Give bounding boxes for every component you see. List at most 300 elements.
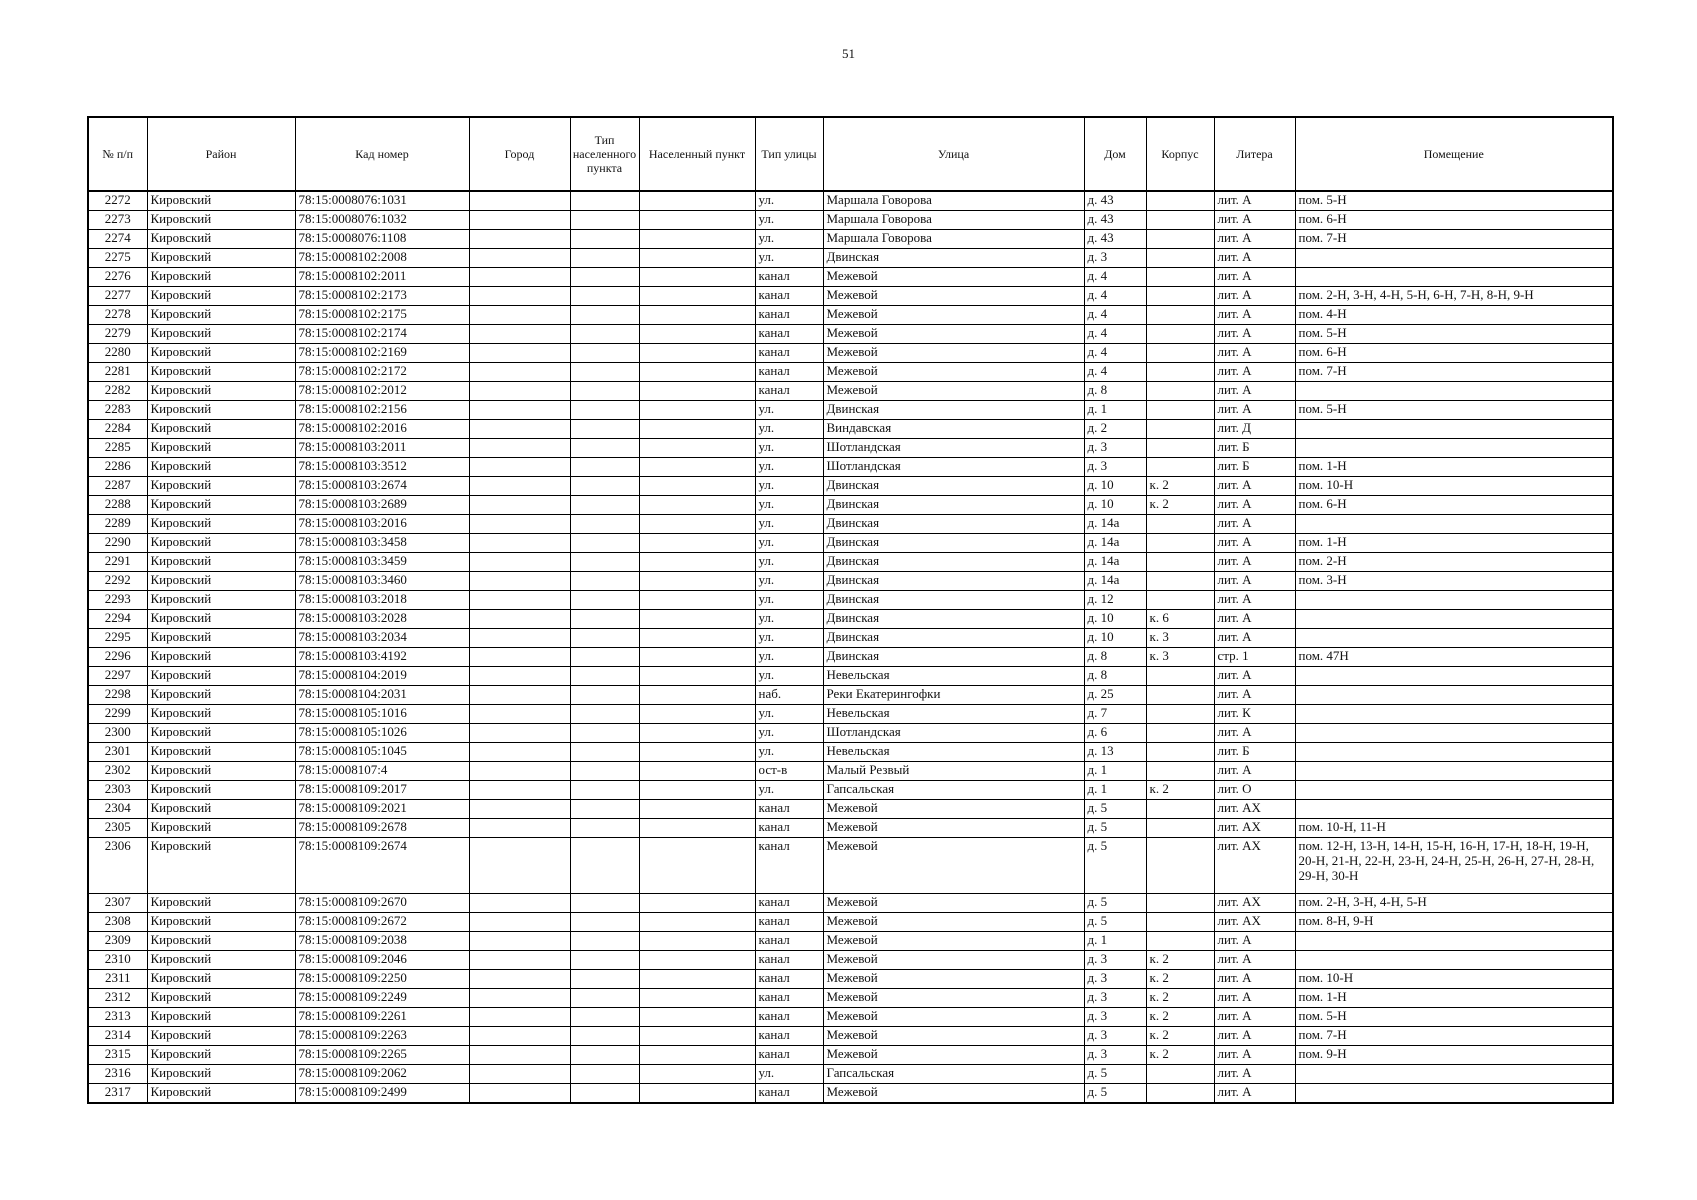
table-row [88,648,1613,667]
cell-letter: лит. А [1214,762,1295,781]
cell-street-type: канал [755,894,823,913]
cell-city [469,230,570,249]
cell-district: Кировский [147,249,295,268]
cell-settlement [639,762,755,781]
cell-settlement [639,191,755,211]
cell-street: Межевой [823,382,1084,401]
cell-settlement [639,951,755,970]
cell-cadastre: 78:15:0008109:2670 [295,894,469,913]
table-row [88,553,1613,572]
table-row [88,781,1613,800]
cell-house: д. 3 [1084,989,1146,1008]
cell-num: 2272 [88,191,147,211]
cell-num: 2284 [88,420,147,439]
cell-district: Кировский [147,1084,295,1104]
cell-settlement-type [570,932,639,951]
cell-house: д. 10 [1084,610,1146,629]
cell-house: д. 8 [1084,648,1146,667]
cell-building: к. 2 [1146,781,1214,800]
cell-house: д. 1 [1084,762,1146,781]
cell-district: Кировский [147,268,295,287]
cell-settlement-type [570,1084,639,1104]
cell-street-type: канал [755,1027,823,1046]
cell-settlement-type [570,989,639,1008]
cell-district: Кировский [147,610,295,629]
cell-settlement-type [570,477,639,496]
cell-settlement [639,211,755,230]
header-district: Район [147,117,295,191]
cell-cadastre: 78:15:0008103:2034 [295,629,469,648]
cell-cadastre: 78:15:0008076:1108 [295,230,469,249]
cell-settlement-type [570,1046,639,1065]
header-settlement-type: Тип населенного пункта [570,117,639,191]
cell-street-type: канал [755,819,823,838]
cell-letter: стр. 1 [1214,648,1295,667]
table-row [88,401,1613,420]
cell-settlement-type [570,743,639,762]
cell-street-type: канал [755,989,823,1008]
cell-cadastre: 78:15:0008103:4192 [295,648,469,667]
cell-city [469,458,570,477]
cell-building [1146,838,1214,894]
cell-street: Межевой [823,932,1084,951]
cell-city [469,363,570,382]
cell-street: Межевой [823,325,1084,344]
cell-city [469,724,570,743]
table-row [88,629,1613,648]
cell-settlement-type [570,363,639,382]
cell-settlement-type [570,344,639,363]
cell-premises: пом. 3-Н [1295,572,1613,591]
cell-num: 2276 [88,268,147,287]
table-row [88,420,1613,439]
cell-settlement-type [570,667,639,686]
cell-building [1146,401,1214,420]
cell-house: д. 12 [1084,591,1146,610]
cell-house: д. 3 [1084,951,1146,970]
cell-premises [1295,515,1613,534]
cell-street: Межевой [823,1027,1084,1046]
cell-building [1146,458,1214,477]
cell-letter: лит. АХ [1214,894,1295,913]
cell-settlement-type [570,894,639,913]
cell-house: д. 14а [1084,553,1146,572]
cell-house: д. 3 [1084,439,1146,458]
cell-premises: пом. 7-Н [1295,230,1613,249]
cell-settlement [639,325,755,344]
cell-city [469,553,570,572]
cell-street: Межевой [823,838,1084,894]
cell-city [469,496,570,515]
cell-settlement-type [570,762,639,781]
cell-district: Кировский [147,800,295,819]
table-body [88,191,1613,1103]
cell-house: д. 5 [1084,838,1146,894]
cell-settlement [639,477,755,496]
cell-num: 2297 [88,667,147,686]
cell-cadastre: 78:15:0008102:2016 [295,420,469,439]
cell-settlement [639,648,755,667]
cell-street-type: канал [755,344,823,363]
cell-building [1146,572,1214,591]
cell-settlement-type [570,287,639,306]
cell-letter: лит. А [1214,249,1295,268]
cell-street-type: ул. [755,781,823,800]
cell-street-type: ул. [755,648,823,667]
cell-house: д. 4 [1084,287,1146,306]
cell-city [469,287,570,306]
cell-city [469,913,570,932]
cell-street-type: ул. [755,1065,823,1084]
cell-cadastre: 78:15:0008102:2175 [295,306,469,325]
cell-street: Двинская [823,496,1084,515]
cell-building: к. 2 [1146,496,1214,515]
cell-city [469,932,570,951]
cell-settlement-type [570,705,639,724]
cell-settlement-type [570,572,639,591]
table-row [88,306,1613,325]
cell-settlement [639,401,755,420]
cell-street: Межевой [823,894,1084,913]
cell-letter: лит. А [1214,306,1295,325]
cell-house: д. 4 [1084,363,1146,382]
cell-letter: лит. А [1214,932,1295,951]
cell-district: Кировский [147,724,295,743]
cell-house: д. 3 [1084,1008,1146,1027]
cell-letter: лит. А [1214,1084,1295,1104]
table-row [88,515,1613,534]
cell-letter: лит. А [1214,610,1295,629]
cell-building: к. 2 [1146,477,1214,496]
table-row [88,762,1613,781]
cell-settlement [639,970,755,989]
cell-num: 2303 [88,781,147,800]
cell-street-type: ост-в [755,762,823,781]
cell-house: д. 43 [1084,211,1146,230]
header-street-type: Тип улицы [755,117,823,191]
cell-premises: пом. 10-Н [1295,970,1613,989]
cell-street-type: ул. [755,534,823,553]
cell-num: 2283 [88,401,147,420]
cell-premises: пом. 5-Н [1295,325,1613,344]
header-street: Улица [823,117,1084,191]
cell-street: Виндавская [823,420,1084,439]
header-settlement: Населенный пункт [639,117,755,191]
cell-settlement [639,800,755,819]
cell-district: Кировский [147,932,295,951]
cell-district: Кировский [147,913,295,932]
cell-building [1146,1065,1214,1084]
cell-settlement [639,686,755,705]
cell-district: Кировский [147,629,295,648]
cell-city [469,781,570,800]
cell-district: Кировский [147,1027,295,1046]
cell-letter: лит. А [1214,382,1295,401]
cell-letter: лит. А [1214,724,1295,743]
cell-cadastre: 78:15:0008105:1016 [295,705,469,724]
cell-settlement-type [570,553,639,572]
cell-city [469,629,570,648]
cell-building [1146,420,1214,439]
cell-settlement [639,1065,755,1084]
cell-city [469,477,570,496]
cell-num: 2312 [88,989,147,1008]
cell-building [1146,705,1214,724]
cell-street-type: канал [755,913,823,932]
cell-letter: лит. АХ [1214,838,1295,894]
cell-street: Невельская [823,667,1084,686]
cell-letter: лит. А [1214,1065,1295,1084]
table-row [88,1046,1613,1065]
cell-premises: пом. 6-Н [1295,496,1613,515]
cell-num: 2305 [88,819,147,838]
cell-settlement [639,458,755,477]
cell-city [469,894,570,913]
cell-city [469,686,570,705]
cell-letter: лит. А [1214,989,1295,1008]
cell-street-type: ул. [755,629,823,648]
cell-letter: лит. АХ [1214,800,1295,819]
cell-street-type: канал [755,287,823,306]
cell-cadastre: 78:15:0008102:2008 [295,249,469,268]
cell-settlement [639,1008,755,1027]
cell-settlement-type [570,724,639,743]
cell-city [469,1084,570,1104]
cell-street-type: канал [755,1046,823,1065]
cell-letter: лит. Б [1214,743,1295,762]
cell-house: д. 43 [1084,191,1146,211]
cell-house: д. 1 [1084,401,1146,420]
cell-cadastre: 78:15:0008104:2031 [295,686,469,705]
cell-street: Маршала Говорова [823,211,1084,230]
cell-cadastre: 78:15:0008103:3458 [295,534,469,553]
cell-building: к. 3 [1146,629,1214,648]
cell-num: 2301 [88,743,147,762]
cell-premises [1295,591,1613,610]
cell-cadastre: 78:15:0008102:2156 [295,401,469,420]
table-row [88,325,1613,344]
cell-district: Кировский [147,989,295,1008]
table-row [88,970,1613,989]
cell-street: Межевой [823,268,1084,287]
cell-street-type: ул. [755,724,823,743]
cell-street: Реки Екатерингофки [823,686,1084,705]
cell-cadastre: 78:15:0008105:1026 [295,724,469,743]
cell-district: Кировский [147,705,295,724]
cell-letter: лит. А [1214,363,1295,382]
cell-cadastre: 78:15:0008103:2016 [295,515,469,534]
table-row [88,894,1613,913]
cell-street: Гапсальская [823,781,1084,800]
cell-street: Межевой [823,819,1084,838]
cell-num: 2282 [88,382,147,401]
cell-house: д. 3 [1084,458,1146,477]
cell-street-type: канал [755,800,823,819]
cell-num: 2293 [88,591,147,610]
cell-house: д. 5 [1084,1065,1146,1084]
cell-building [1146,686,1214,705]
cell-settlement [639,382,755,401]
cell-cadastre: 78:15:0008109:2038 [295,932,469,951]
cell-street: Маршала Говорова [823,191,1084,211]
cell-street-type: канал [755,382,823,401]
cell-letter: лит. А [1214,534,1295,553]
cell-settlement [639,344,755,363]
cell-district: Кировский [147,401,295,420]
cell-settlement-type [570,306,639,325]
cell-settlement-type [570,230,639,249]
cell-house: д. 6 [1084,724,1146,743]
cell-num: 2275 [88,249,147,268]
cell-city [469,1046,570,1065]
cell-premises: пом. 5-Н [1295,191,1613,211]
cell-street-type: канал [755,838,823,894]
cell-district: Кировский [147,838,295,894]
cell-cadastre: 78:15:0008109:2678 [295,819,469,838]
cell-num: 2278 [88,306,147,325]
cell-street-type: ул. [755,705,823,724]
cell-letter: лит. А [1214,629,1295,648]
registry-table [87,116,1614,1104]
cell-letter: лит. А [1214,325,1295,344]
cell-premises [1295,382,1613,401]
cell-district: Кировский [147,648,295,667]
cell-building [1146,894,1214,913]
cell-settlement [639,572,755,591]
cell-letter: лит. Б [1214,458,1295,477]
cell-settlement [639,363,755,382]
cell-num: 2299 [88,705,147,724]
cell-cadastre: 78:15:0008103:3512 [295,458,469,477]
cell-house: д. 1 [1084,781,1146,800]
cell-city [469,970,570,989]
cell-city [469,951,570,970]
cell-num: 2287 [88,477,147,496]
cell-settlement [639,553,755,572]
cell-city [469,249,570,268]
cell-letter: лит. К [1214,705,1295,724]
cell-premises [1295,800,1613,819]
cell-city [469,1065,570,1084]
cell-settlement-type [570,951,639,970]
table-row [88,724,1613,743]
cell-house: д. 3 [1084,1046,1146,1065]
cell-letter: лит. А [1214,553,1295,572]
cell-premises: пом. 7-Н [1295,1027,1613,1046]
cell-settlement [639,287,755,306]
cell-house: д. 3 [1084,1027,1146,1046]
cell-street: Шотландская [823,458,1084,477]
cell-num: 2279 [88,325,147,344]
table-row [88,667,1613,686]
cell-street-type: ул. [755,610,823,629]
cell-street-type: ул. [755,401,823,420]
cell-letter: лит. О [1214,781,1295,800]
cell-district: Кировский [147,211,295,230]
table-row [88,800,1613,819]
cell-building [1146,724,1214,743]
cell-cadastre: 78:15:0008105:1045 [295,743,469,762]
cell-premises [1295,667,1613,686]
cell-letter: лит. А [1214,951,1295,970]
cell-house: д. 5 [1084,894,1146,913]
cell-cadastre: 78:15:0008109:2674 [295,838,469,894]
cell-cadastre: 78:15:0008109:2062 [295,1065,469,1084]
cell-settlement-type [570,1027,639,1046]
cell-house: д. 5 [1084,819,1146,838]
cell-city [469,648,570,667]
cell-settlement [639,724,755,743]
cell-house: д. 8 [1084,382,1146,401]
cell-street-type: ул. [755,591,823,610]
cell-cadastre: 78:15:0008109:2265 [295,1046,469,1065]
cell-cadastre: 78:15:0008102:2172 [295,363,469,382]
cell-settlement [639,838,755,894]
cell-street: Двинская [823,534,1084,553]
cell-letter: лит. А [1214,496,1295,515]
cell-premises: пом. 12-Н, 13-Н, 14-Н, 15-Н, 16-Н, 17-Н, 18-Н, 19-Н, 20-Н, 21-Н, 22-Н, 23-Н, 24-Н, 25-Н, 26-Н, 27-Н, 28-Н, 29-Н, 30-Н [1295,838,1613,894]
cell-district: Кировский [147,667,295,686]
cell-house: д. 1 [1084,932,1146,951]
cell-premises: пом. 1-Н [1295,534,1613,553]
table-row [88,534,1613,553]
cell-settlement [639,913,755,932]
cell-cadastre: 78:15:0008103:2018 [295,591,469,610]
cell-cadastre: 78:15:0008103:2689 [295,496,469,515]
cell-num: 2286 [88,458,147,477]
header-building: Корпус [1146,117,1214,191]
cell-num: 2289 [88,515,147,534]
cell-building [1146,382,1214,401]
cell-street-type: канал [755,951,823,970]
table-row [88,743,1613,762]
cell-letter: лит. А [1214,515,1295,534]
cell-premises [1295,420,1613,439]
cell-street: Межевой [823,989,1084,1008]
cell-city [469,800,570,819]
cell-street: Межевой [823,1084,1084,1104]
cell-street: Межевой [823,1046,1084,1065]
cell-street-type: ул. [755,572,823,591]
cell-street: Шотландская [823,439,1084,458]
cell-cadastre: 78:15:0008103:3459 [295,553,469,572]
cell-settlement [639,629,755,648]
header-row [88,117,1613,191]
cell-street: Межевой [823,800,1084,819]
cell-premises: пом. 2-Н [1295,553,1613,572]
cell-city [469,743,570,762]
cell-street: Межевой [823,363,1084,382]
cell-district: Кировский [147,951,295,970]
header-premises: Помещение [1295,117,1613,191]
cell-num: 2311 [88,970,147,989]
cell-settlement-type [570,686,639,705]
cell-building [1146,515,1214,534]
cell-premises: пом. 47Н [1295,648,1613,667]
cell-letter: лит. АХ [1214,819,1295,838]
cell-num: 2290 [88,534,147,553]
cell-district: Кировский [147,553,295,572]
cell-district: Кировский [147,894,295,913]
cell-street: Двинская [823,553,1084,572]
cell-premises [1295,686,1613,705]
cell-settlement [639,515,755,534]
cell-num: 2315 [88,1046,147,1065]
cell-building [1146,363,1214,382]
cell-district: Кировский [147,420,295,439]
cell-building [1146,743,1214,762]
cell-premises [1295,781,1613,800]
